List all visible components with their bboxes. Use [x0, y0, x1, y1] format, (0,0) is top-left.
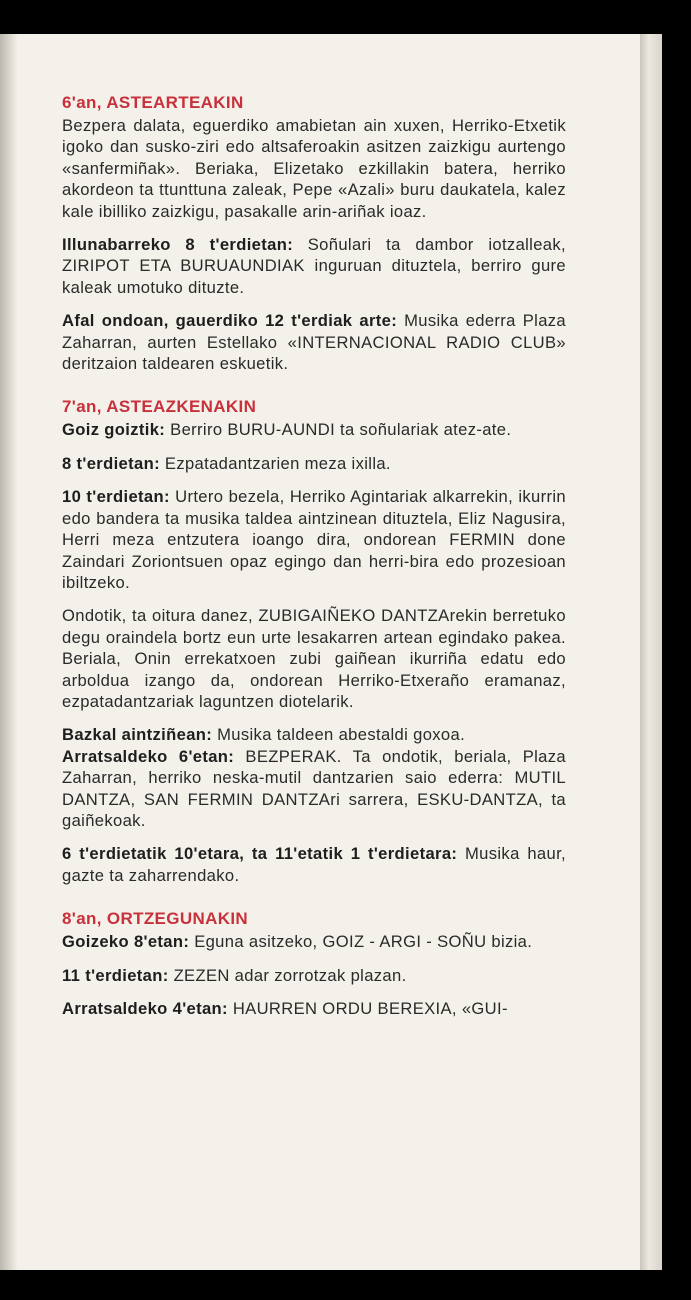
- paragraph: 11 t'erdietan: ZEZEN adar zorrotzak plazan.: [62, 965, 407, 985]
- section-heading-thursday: 8'an, ORTZEGUNAKIN: [62, 909, 249, 929]
- paragraph: Goiz goiztik: Berriro BURU-AUNDI ta soñulariak atez-ate.: [62, 420, 512, 440]
- paragraph: Bezpera dalata, eguerdiko amabietan ain xuxen, Herriko-Etxetik igoko dan susko-ziri edo altsaferoakin asitzen zaizkigu aurtengo «sanfermiñak». Beriaka, Elizetako ezkillakin batera, herriko akordeon ta ttunttuna zaleak, Pepe «Azali» buru daukatela, kalez kale ibilliko zaizkigu, pasakalle arin-ariñak ioaz.: [62, 116, 566, 221]
- paragraph: Ondotik, ta oitura danez, ZUBIGAIÑEKO DANTZArekin berretuko degu oraindela bortz eun urte lesakarren artean egindako pakea. Beriala, Onin errekatxoen zubi gaiñean ikurriña edatu edo arboldua izango da, ondorean Herriko-Etxeraño eramanaz, ezpatadantzariak laguntzen diotelarik.: [62, 606, 566, 711]
- paragraph: Arratsaldeko 4'etan: HAURREN ORDU BEREXIA, «GUI-: [62, 999, 508, 1018]
- paragraph: Goizeko 8'etan: Eguna asitzeko, GOIZ - ARGI - SOÑU bizia.: [62, 932, 533, 952]
- document-page: [0, 34, 640, 1270]
- page-edge: [640, 34, 662, 1270]
- paragraph: Bazkal aintziñean: Musika taldeen abestaldi goxoa.: [62, 725, 466, 745]
- section-heading-tuesday: 6'an, ASTEARTEAKIN: [62, 93, 244, 112]
- paragraph: 10 t'erdietan: Urtero bezela, Herriko Agintariak alkarrekin, ikurrin edo bandera ta musika taldea aintzinean dituztela, Eliz Nagusira, Herri meza entzutera ioango dira, ondorean FERMIN done Zaindari Zoriontsuen opaz egingo dan herri-bira edo prozesioan ibiltzeko.: [62, 487, 566, 592]
- paragraph: 8 t'erdietan: Ezpatadantzarien meza ixilla.: [62, 453, 391, 473]
- section-heading-wednesday: 7'an, ASTEAZKENAKIN: [62, 397, 257, 417]
- paragraph: Afal ondoan, gauerdiko 12 t'erdiak arte: Musika ederra Plaza Zaharran, aurten Estellako «INTERNACIONAL RADIO CLUB» deritzaion taldearen eskuetik.: [62, 311, 566, 374]
- paragraph: 6 t'erdietatik 10'etara, ta 11'etatik 1 t'erdietara: Musika haur, gazte ta zaharrendako.: [62, 844, 567, 885]
- program-text: [62, 92, 566, 1031]
- page-fold-shadow: [0, 34, 18, 1270]
- paragraph: Illunabarreko 8 t'erdietan: Soñulari ta dambor iotzalleak, ZIRIPOT ETA BURUAUNDIAK inguruan dituztela, berriro gure kaleak umotuko dituzte.: [62, 235, 566, 297]
- paragraph: Arratsaldeko 6'etan: BEZPERAK. Ta ondotik, beriala, Plaza Zaharran, herriko neska-mutil dantzarien saio ederra: MUTIL DANTZA, SAN FERMIN DANTZAri sarrera, ESKU-DANTZA, ta gaiñekoak.: [62, 746, 566, 830]
